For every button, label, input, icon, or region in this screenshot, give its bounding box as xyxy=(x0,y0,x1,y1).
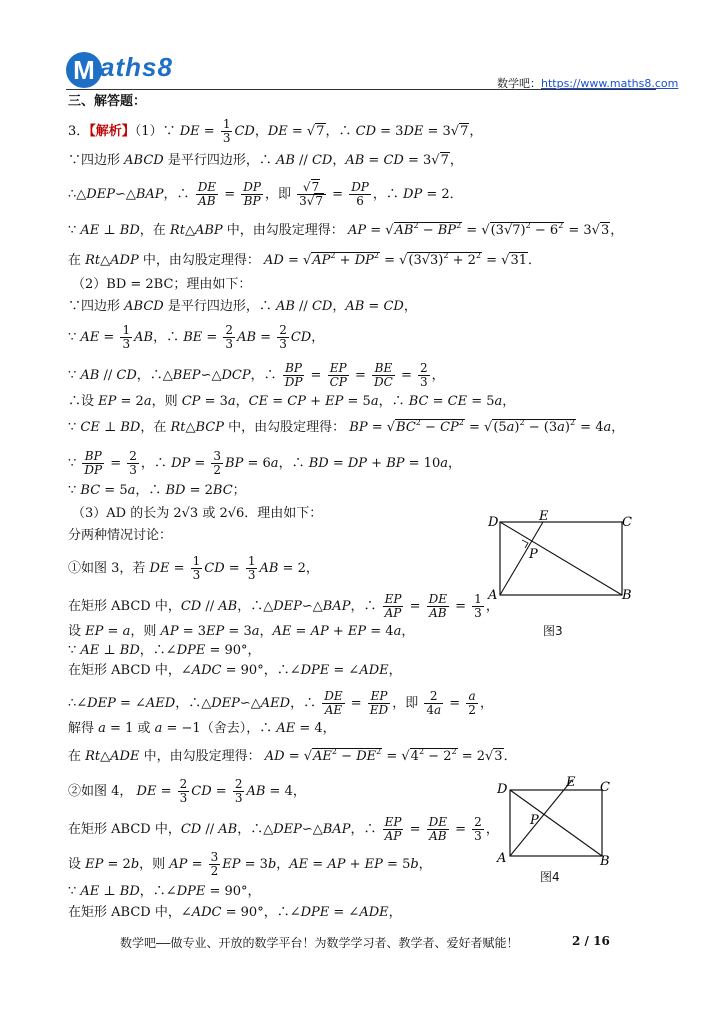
logo-mark: M xyxy=(66,52,102,88)
solution-line-15: ∵ AE ⊥ BD，∴∠DPE = 90°， xyxy=(68,643,261,658)
solution-line-17: ∴∠DEP = ∠AED，∴△DEP∽△AED，∴ $\frac{DE}{AE}$ = $\frac{EP}{ED}$ ，即 $\frac{2}{4a}$ = $\frac{a}{2}$ ， xyxy=(68,689,493,717)
fig4-label-B: B xyxy=(600,854,610,866)
fig3-label-B: B xyxy=(622,588,632,603)
solution-line-4: ∵ AE ⊥ BD，在 Rt△ABP 中，由勾股定理得： AP = $√AB^2 - BP^2 = √(3√7)^2 - 6^2 = 3√3$， xyxy=(68,221,624,238)
fig3-label-C: C xyxy=(622,515,632,530)
figure-4-caption: 图4 xyxy=(540,870,560,884)
solution-line-8: ∵ AB // CD，∴△BEP∽△DCP，∴ $\frac{BP}{DP}$ = $\frac{EP}{CP}$ = $\frac{BE}{DC}$ = $\frac{2}{3}$ ， xyxy=(68,361,445,389)
header-rule xyxy=(66,89,656,90)
solution-line-5: 在 Rt△ADP 中，由勾股定理得： AD = $√AP^2 + DP^2 = √(3√3)^2 + 2^2 = √31$． xyxy=(68,251,542,268)
solution-line-3: ∴△DEP∽△BAP，∴ $\frac{DE}{AB}$ = $\frac{DP}{BP}$ ，即 $\frac{√7}{3√7}$ = $\frac{DP}{6}$ ，∴ DP = 2． xyxy=(68,180,463,208)
solution-line-22: ∵ AE ⊥ BD，∴∠DPE = 90°， xyxy=(68,884,261,899)
solution-line-10: ∵ CE ⊥ BD，在 Rt△BCP 中，由勾股定理得： BP = $√BC^2 - CP^2 = √(5a)^2 - (3a)^2 = 4a$， xyxy=(68,418,625,435)
solution-line-1: 3．【解析】（1）∵ DE = $\frac{1}{3}$ CD，DE = √7，∴ CD = 3DE = 3√7， xyxy=(68,117,483,145)
solution-line-19: 在 Rt△ADE 中，由勾股定理得： AD = $√AE^2 - DE^2 = √4^2 - 2^2 = 2√3$． xyxy=(68,747,517,764)
solution-line-6: ∵四边形 ABCD 是平行四边形，∴ AB // CD，AB = CD， xyxy=(68,299,417,314)
site-label: 数学吧： xyxy=(497,77,541,90)
fig3-label-D: D xyxy=(488,515,499,530)
solution-line-7: ∵ AE = $\frac{1}{3}$ AB，∴ BE = $\frac{2}{3}$ AB = $\frac{2}{3}$ CD， xyxy=(68,323,325,351)
figure-4 xyxy=(490,776,620,870)
part2-claim: （2）BD = 2BC；理由如下： xyxy=(72,277,252,292)
solution-line-21: 设 EP = 2b，则 AP = $\frac{3}{2}$ EP = 3b，AE = AP + EP = 5b， xyxy=(68,850,432,878)
part3-claim: （3）AD 的长为 2√3 或 2√6．理由如下： xyxy=(72,506,323,521)
solution-line-12: ∵ BC = 5a，∴ BD = 2BC； xyxy=(68,483,246,498)
solution-line-23: 在矩形 ABCD 中，∠ADC = 90°，∴∠DPE = ∠ADE， xyxy=(68,905,402,920)
solution-line-18: 解得 a = 1 或 a = −1（舍去），∴ AE = 4， xyxy=(68,721,336,736)
solution-line-20: 在矩形 ABCD 中，CD // AB，∴△DEP∽△BAP，∴ $\frac{EP}{AP}$ = $\frac{DE}{AB}$ = $\frac{2}{3}$ ， xyxy=(68,815,499,843)
fig4-label-P: P xyxy=(530,813,539,828)
section-title: 三、解答题： xyxy=(68,94,147,109)
logo-text: aths8 xyxy=(100,52,173,82)
solution-line-2: ∵四边形 ABCD 是平行四边形，∴ AB // CD，AB = CD = 3√7， xyxy=(68,153,463,168)
solution-line-14: 设 EP = a，则 AP = 3EP = 3a，AE = AP + EP = 4a， xyxy=(68,624,415,639)
solution-line-16: 在矩形 ABCD 中，∠ADC = 90°，∴∠DPE = ∠ADE， xyxy=(68,663,402,678)
fig4-label-C: C xyxy=(600,780,610,795)
fig4-label-E: E xyxy=(566,776,576,790)
site-logo[interactable] xyxy=(66,50,198,90)
analysis-tag: 【解析】 xyxy=(89,124,135,139)
solution-line-11: ∵ $\frac{BP}{DP}$ = $\frac{2}{3}$ ，∴ DP = $\frac{3}{2}$ BP = 6a，∴ BD = DP + BP = 10a， xyxy=(68,449,461,477)
figure-3 xyxy=(486,510,636,614)
fig4-label-D: D xyxy=(497,782,508,797)
fig3-label-P: P xyxy=(529,547,538,562)
case2-line: ②如图 4， DE = $\frac{2}{3}$ CD = $\frac{2}{3}$ AB = 4， xyxy=(68,777,306,805)
figure-3-caption: 图3 xyxy=(543,624,563,638)
solution-line-9: ∴设 EP = 2a，则 CP = 3a，CE = CP + EP = 5a，∴ BC = CE = 5a， xyxy=(68,394,516,409)
case1-line: ①如图 3，若 DE = $\frac{1}{3}$ CD = $\frac{1}{3}$ AB = 2， xyxy=(68,554,319,582)
solution-line-13: 在矩形 ABCD 中，CD // AB，∴△DEP∽△BAP，∴ $\frac{EP}{AP}$ = $\frac{DE}{AB}$ = $\frac{1}{3}$ ， xyxy=(68,592,499,620)
page-number: 2 / 16 xyxy=(572,934,610,948)
fig4-label-A: A xyxy=(497,851,507,866)
fig3-label-A: A xyxy=(488,588,498,603)
fig3-label-E: E xyxy=(539,510,549,524)
discuss-line: 分两种情况讨论： xyxy=(68,528,173,543)
footer-slogan: 数学吧——做专业、开放的数学平台！为数学学习者、教学者、爱好者赋能！ xyxy=(120,936,519,950)
site-link[interactable]: https://www.maths8.com xyxy=(541,77,679,90)
